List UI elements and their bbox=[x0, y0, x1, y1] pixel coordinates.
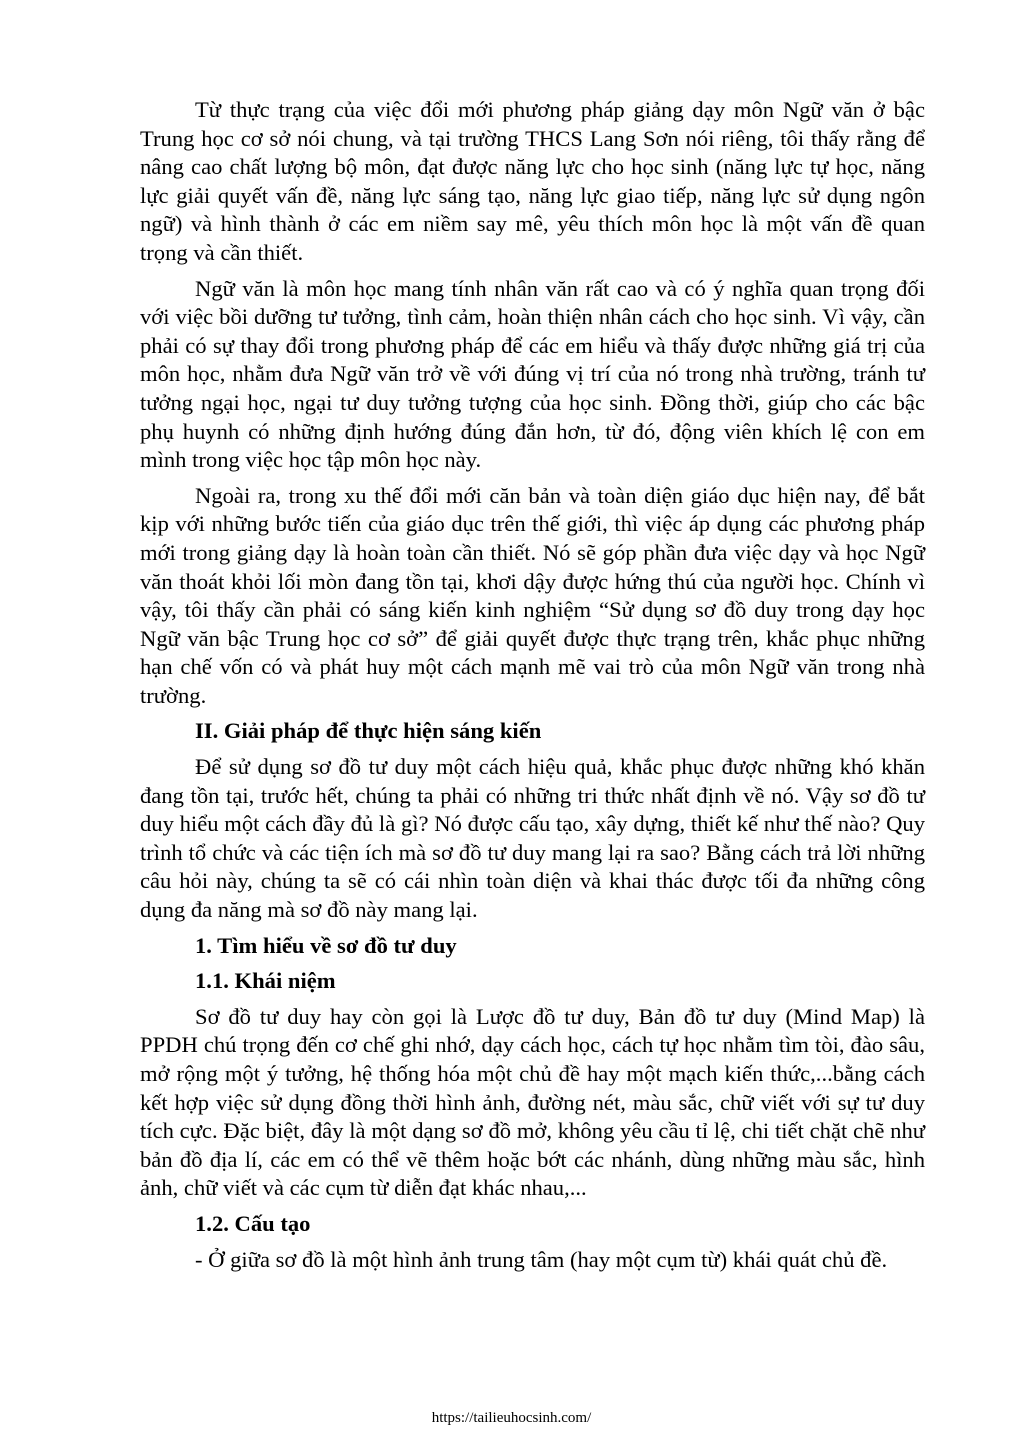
paragraph-2: Ngữ văn là môn học mang tính nhân văn rất cao và có ý nghĩa quan trọng đối với việc bồi dưỡng tư tưởng, tình cảm, hoàn thiện nhân cách cho học sinh. Vì vậy, cần phải có sự thay đổi trong phương pháp để các em hiểu và thấy được những giá trị của môn học, nhằm đưa Ngữ văn trở về với đúng vị trí của nó trong nhà trường, tránh tư tưởng ngại học, ngại tư duy tưởng tượng của học sinh. Đồng thời, giúp cho các bậc phụ huynh có những định hướng đúng đắn hơn, từ đó, động viên khích lệ con em mình trong việc học tập môn học này. bbox=[140, 275, 925, 473]
footer-url: https://tailieuhocsinh.com/ bbox=[431, 1410, 592, 1426]
paragraph-5: Sơ đồ tư duy hay còn gọi là Lược đồ tư duy, Bản đồ tư duy (Mind Map) là PPDH chú trọng đến cơ chế ghi nhớ, dạy cách học, cách tự học nhằm tìm tòi, đào sâu, mở rộng một ý tưởng, hệ thống hóa một chủ đề hay một mạch kiến thức,...bằng cách kết hợp việc sử dụng đồng thời hình ảnh, đường nét, màu sắc, chữ viết với sự tư duy tích cực. Đặc biệt, đây là một dạng sơ đồ mở, không yêu cầu tỉ lệ, chi tiết chặt chẽ như bản đồ địa lí, các em có thể vẽ thêm hoặc bớt các nhánh, dùng những màu sắc, hình ảnh, chữ viết và các cụm từ diễn đạt khác nhau,... bbox=[140, 1003, 925, 1201]
heading-1: 1. Tìm hiểu về sơ đồ tư duy bbox=[195, 932, 457, 958]
paragraph-3: Ngoài ra, trong xu thế đổi mới căn bản và toàn diện giáo dục hiện nay, để bắt kịp với những bước tiến của giáo dục trên thế giới, thì việc áp dụng các phương pháp mới trong giảng dạy là hoàn toàn cần thiết. Nó sẽ góp phần đưa việc dạy và học Ngữ văn thoát khỏi lối mòn đang tồn tại, khơi dậy được hứng thú của người học. Chính vì vậy, tôi thấy cần phải có sáng kiến kinh nghiệm “Sử dụng sơ đồ duy trong dạy học Ngữ văn bậc Trung học cơ sở” để giải quyết được thực trạng trên, khắc phục những hạn chế vốn có và phát huy một cách mạnh mẽ vai trò của môn Ngữ văn trong nhà trường. bbox=[140, 482, 925, 708]
paragraph-4: Để sử dụng sơ đồ tư duy một cách hiệu quả, khắc phục được những khó khăn đang tồn tại, trước hết, chúng ta phải có những tri thức nhất định về nó. Vậy sơ đồ tư duy hiểu một cách đầy đủ là gì? Nó được cấu tạo, xây dựng, thiết kế như thế nào? Quy trình tổ chức và các tiện ích mà sơ đồ tư duy mang lại ra sao? Bằng cách trả lời những câu hỏi này, chúng ta sẽ có cái nhìn toàn diện và khai thác được tối đa những công dụng đa năng mà sơ đồ này mang lại. bbox=[140, 754, 925, 923]
document-page bbox=[140, 96, 925, 1281]
paragraph-6: - Ở giữa sơ đồ là một hình ảnh trung tâm (hay một cụm từ) khái quát chủ đề. bbox=[195, 1246, 888, 1272]
heading-section-2: II. Giải pháp để thực hiện sáng kiến bbox=[195, 718, 542, 744]
paragraph-1: Từ thực trạng của việc đổi mới phương pháp giảng dạy môn Ngữ văn ở bậc Trung học cơ sở nói chung, và tại trường THCS Lang Sơn nói riêng, tôi thấy rằng để nâng cao chất lượng bộ môn, đạt được năng lực cho học sinh (năng lực tự học, năng lực giải quyết vấn đề, năng lực sáng tạo, năng lực giao tiếp, năng lực sử dụng ngôn ngữ) và hình thành ở các em niềm say mê, yêu thích môn học là một vấn đề quan trọng và cần thiết. bbox=[140, 97, 925, 265]
heading-1-1: 1.1. Khái niệm bbox=[195, 968, 336, 994]
heading-1-2: 1.2. Cấu tạo bbox=[195, 1210, 311, 1236]
